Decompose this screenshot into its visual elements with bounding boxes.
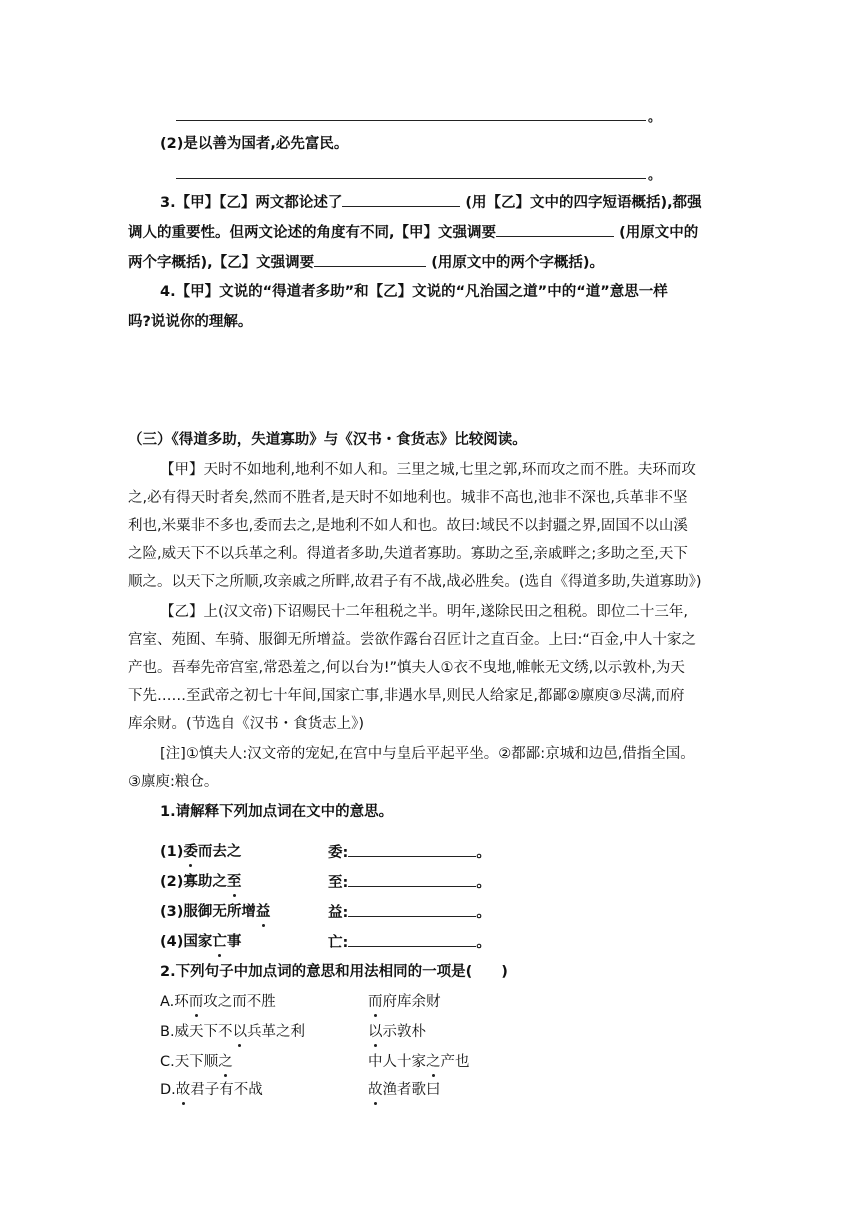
q1-item-2-dotted-word: 至 [226,874,242,890]
q3-blank-1[interactable] [342,192,460,207]
q2-a-right-post: 府库余财 [382,994,441,1010]
answer-line-2-end: 。 [648,168,662,183]
jia-line-5: 顺之。以天下之所顺,攻亲戚之所畔,故君子有不战,战必胜矣。(选自《得道多助,失道寡助》) [128,574,702,590]
q1-item-2-end: 。 [476,875,491,891]
question-4-line-2: 吗?说说你的理解。 [128,314,253,330]
q1-item-1-dotted-word: 委 [183,844,198,860]
q2-option-a[interactable] [160,992,276,1012]
jia-line-2: 之,必有得天时者矣,然而不胜者,是天时不如地利也。城非不高也,池非不深也,兵革非不坚 [128,490,688,506]
q3-text-b: (用【乙】文中的四字短语概括),都强 [465,195,702,211]
q3-text-f: (用原文中的两个字概括)。 [431,255,604,271]
question-3-line-2 [128,222,698,243]
question-1-2: (2)是以善为国者,必先富民。 [160,136,349,152]
q1-item-2-blank[interactable] [348,872,476,887]
q2-b-right-dotted: 以 [368,1024,383,1040]
q1-item-4-dotted-word: 亡 [212,934,227,950]
q2-d-left-post: 君子有不战 [190,1082,263,1098]
answer-line-1-end: 。 [648,110,662,125]
yi-line-2: 宫室、苑囿、车骑、服御无所增益。尝欲作露台召匠计之直百金。上曰:“百金,中人十家之 [128,632,697,648]
q1-item-4-answer [328,932,491,953]
q1-item-4-blank[interactable] [348,932,476,947]
q2-option-a-compare [368,992,441,1012]
q1-item-1-blank[interactable] [348,842,476,857]
q2-a-left-dotted: 而 [188,994,204,1010]
answer-line-2[interactable] [176,178,646,179]
q3-text-a: 3.【甲】【乙】两文都论述了 [160,195,343,211]
q2-option-c-compare [368,1052,470,1072]
q3-text-c: 调人的重要性。但两文论述的角度有不同,【甲】文强调要 [128,225,497,241]
q2-d-right-post: 渔者歌曰 [382,1082,441,1098]
q2-a-left-post: 攻之而不胜 [203,994,276,1010]
q2-prompt: 2.下列句子中加点词的意思和用法相同的一项是( ) [160,964,508,980]
q1-item-1-end: 。 [476,845,491,861]
yi-line-5: 库余财。(节选自《汉书・食货志上》) [128,716,365,732]
q2-b-right-post: 示敦朴 [382,1024,426,1040]
q1-item-3-word: 益: [328,905,349,921]
q1-item-2-answer [328,872,491,893]
q1-item-2-pre: (2)寡助之 [160,874,227,890]
q1-item-4-pre: (4)国家 [160,934,213,950]
q2-b-left-dotted: 以 [232,1024,248,1040]
q2-a-right-dotted: 而 [368,994,383,1010]
jia-line-4: 之险,威天下不以兵革之利。得道者多助,失道者寡助。寡助之至,亲戚畔之;多助之至,天下 [128,546,688,562]
note-line-1: [注]①慎夫人:汉文帝的宠妃,在宫中与皇后平起平坐。②都鄙:京城和边邑,借指全国。 [160,746,695,762]
question-4-line-1: 4.【甲】文说的“得道者多助”和【乙】文说的“凡治国之道”中的“道”意思一样 [160,284,668,300]
q2-c-right-dotted: 之 [426,1054,441,1070]
question-3-line-1 [160,192,702,213]
yi-line-1: 【乙】上(汉文帝)下诏赐民十二年租税之半。明年,遂除民田之租税。即位二十三年, [160,604,689,620]
q3-text-e: 两个字概括),【乙】文强调要 [128,255,315,271]
q1-item-4-end: 。 [476,935,491,951]
q1-item-1-post: 而去之 [197,844,242,860]
q1-item-1-answer [328,842,491,863]
q2-b-left-post: 兵革之利 [247,1024,306,1040]
q2-option-d-compare [368,1080,441,1100]
q1-item-3-end: 。 [476,905,491,921]
note-line-2: ③廪庾:粮仓。 [128,774,219,790]
q1-item-3 [160,902,270,922]
q2-c-left-dotted: 之 [218,1054,233,1070]
q1-prompt: 1.请解释下列加点词在文中的意思。 [160,804,394,820]
q1-item-2 [160,872,241,892]
q2-option-b[interactable] [160,1022,305,1042]
q1-item-4-post: 事 [226,934,242,950]
q2-option-c[interactable] [160,1052,233,1072]
q2-a-left-pre: A.环 [160,994,189,1010]
jia-line-1: 【甲】天时不如地利,地利不如人和。三里之城,七里之郭,环而攻之而不胜。夫环而攻 [160,462,696,478]
jia-line-3: 利也,米粟非不多也,委而去之,是地利不如人和也。故曰:域民不以封疆之界,固国不以山溪 [128,518,688,534]
q2-c-right-pre: 中人十家 [368,1054,426,1070]
q1-item-3-answer [328,902,491,923]
q1-item-1 [160,842,241,862]
q2-b-left-pre: B.威天下不 [160,1024,233,1040]
q2-option-d[interactable] [160,1080,263,1100]
q2-d-right-dotted: 故 [368,1082,383,1098]
q2-d-left-dotted: 故 [175,1082,191,1098]
q1-item-4-word: 亡: [328,935,349,951]
q2-option-b-compare [368,1022,426,1042]
q2-d-left-pre: D. [160,1082,176,1098]
q3-blank-2[interactable] [496,222,614,237]
q2-c-left-pre: C.天下顺 [160,1054,219,1070]
q1-item-4 [160,932,241,952]
yi-line-3: 产也。吾奉先帝宫室,常恐羞之,何以台为!”慎夫人①衣不曳地,帷帐无文绣,以示敦朴,为天 [128,660,685,676]
q1-item-3-pre: (3)服御无所增 [160,904,256,920]
q1-item-1-pre: (1) [160,844,184,860]
question-3-line-3 [128,252,604,273]
q3-blank-3[interactable] [314,252,426,267]
q1-item-3-blank[interactable] [348,902,476,917]
q1-item-3-dotted-word: 益 [255,904,271,920]
yi-line-4: 下先……至武帝之初七十年间,国家亡事,非遇水旱,则民人给家足,都鄙②廪庾③尽满,而府 [128,688,685,704]
answer-line-1[interactable] [176,120,646,121]
q1-item-1-word: 委: [328,845,349,861]
q1-item-2-word: 至: [328,875,349,891]
q2-c-right-post: 产也 [440,1054,470,1070]
q3-text-d: (用原文中的 [619,225,699,241]
section-title: （三）《得道多助，失道寡助》与《汉书・食货志》比较阅读。 [128,432,527,448]
